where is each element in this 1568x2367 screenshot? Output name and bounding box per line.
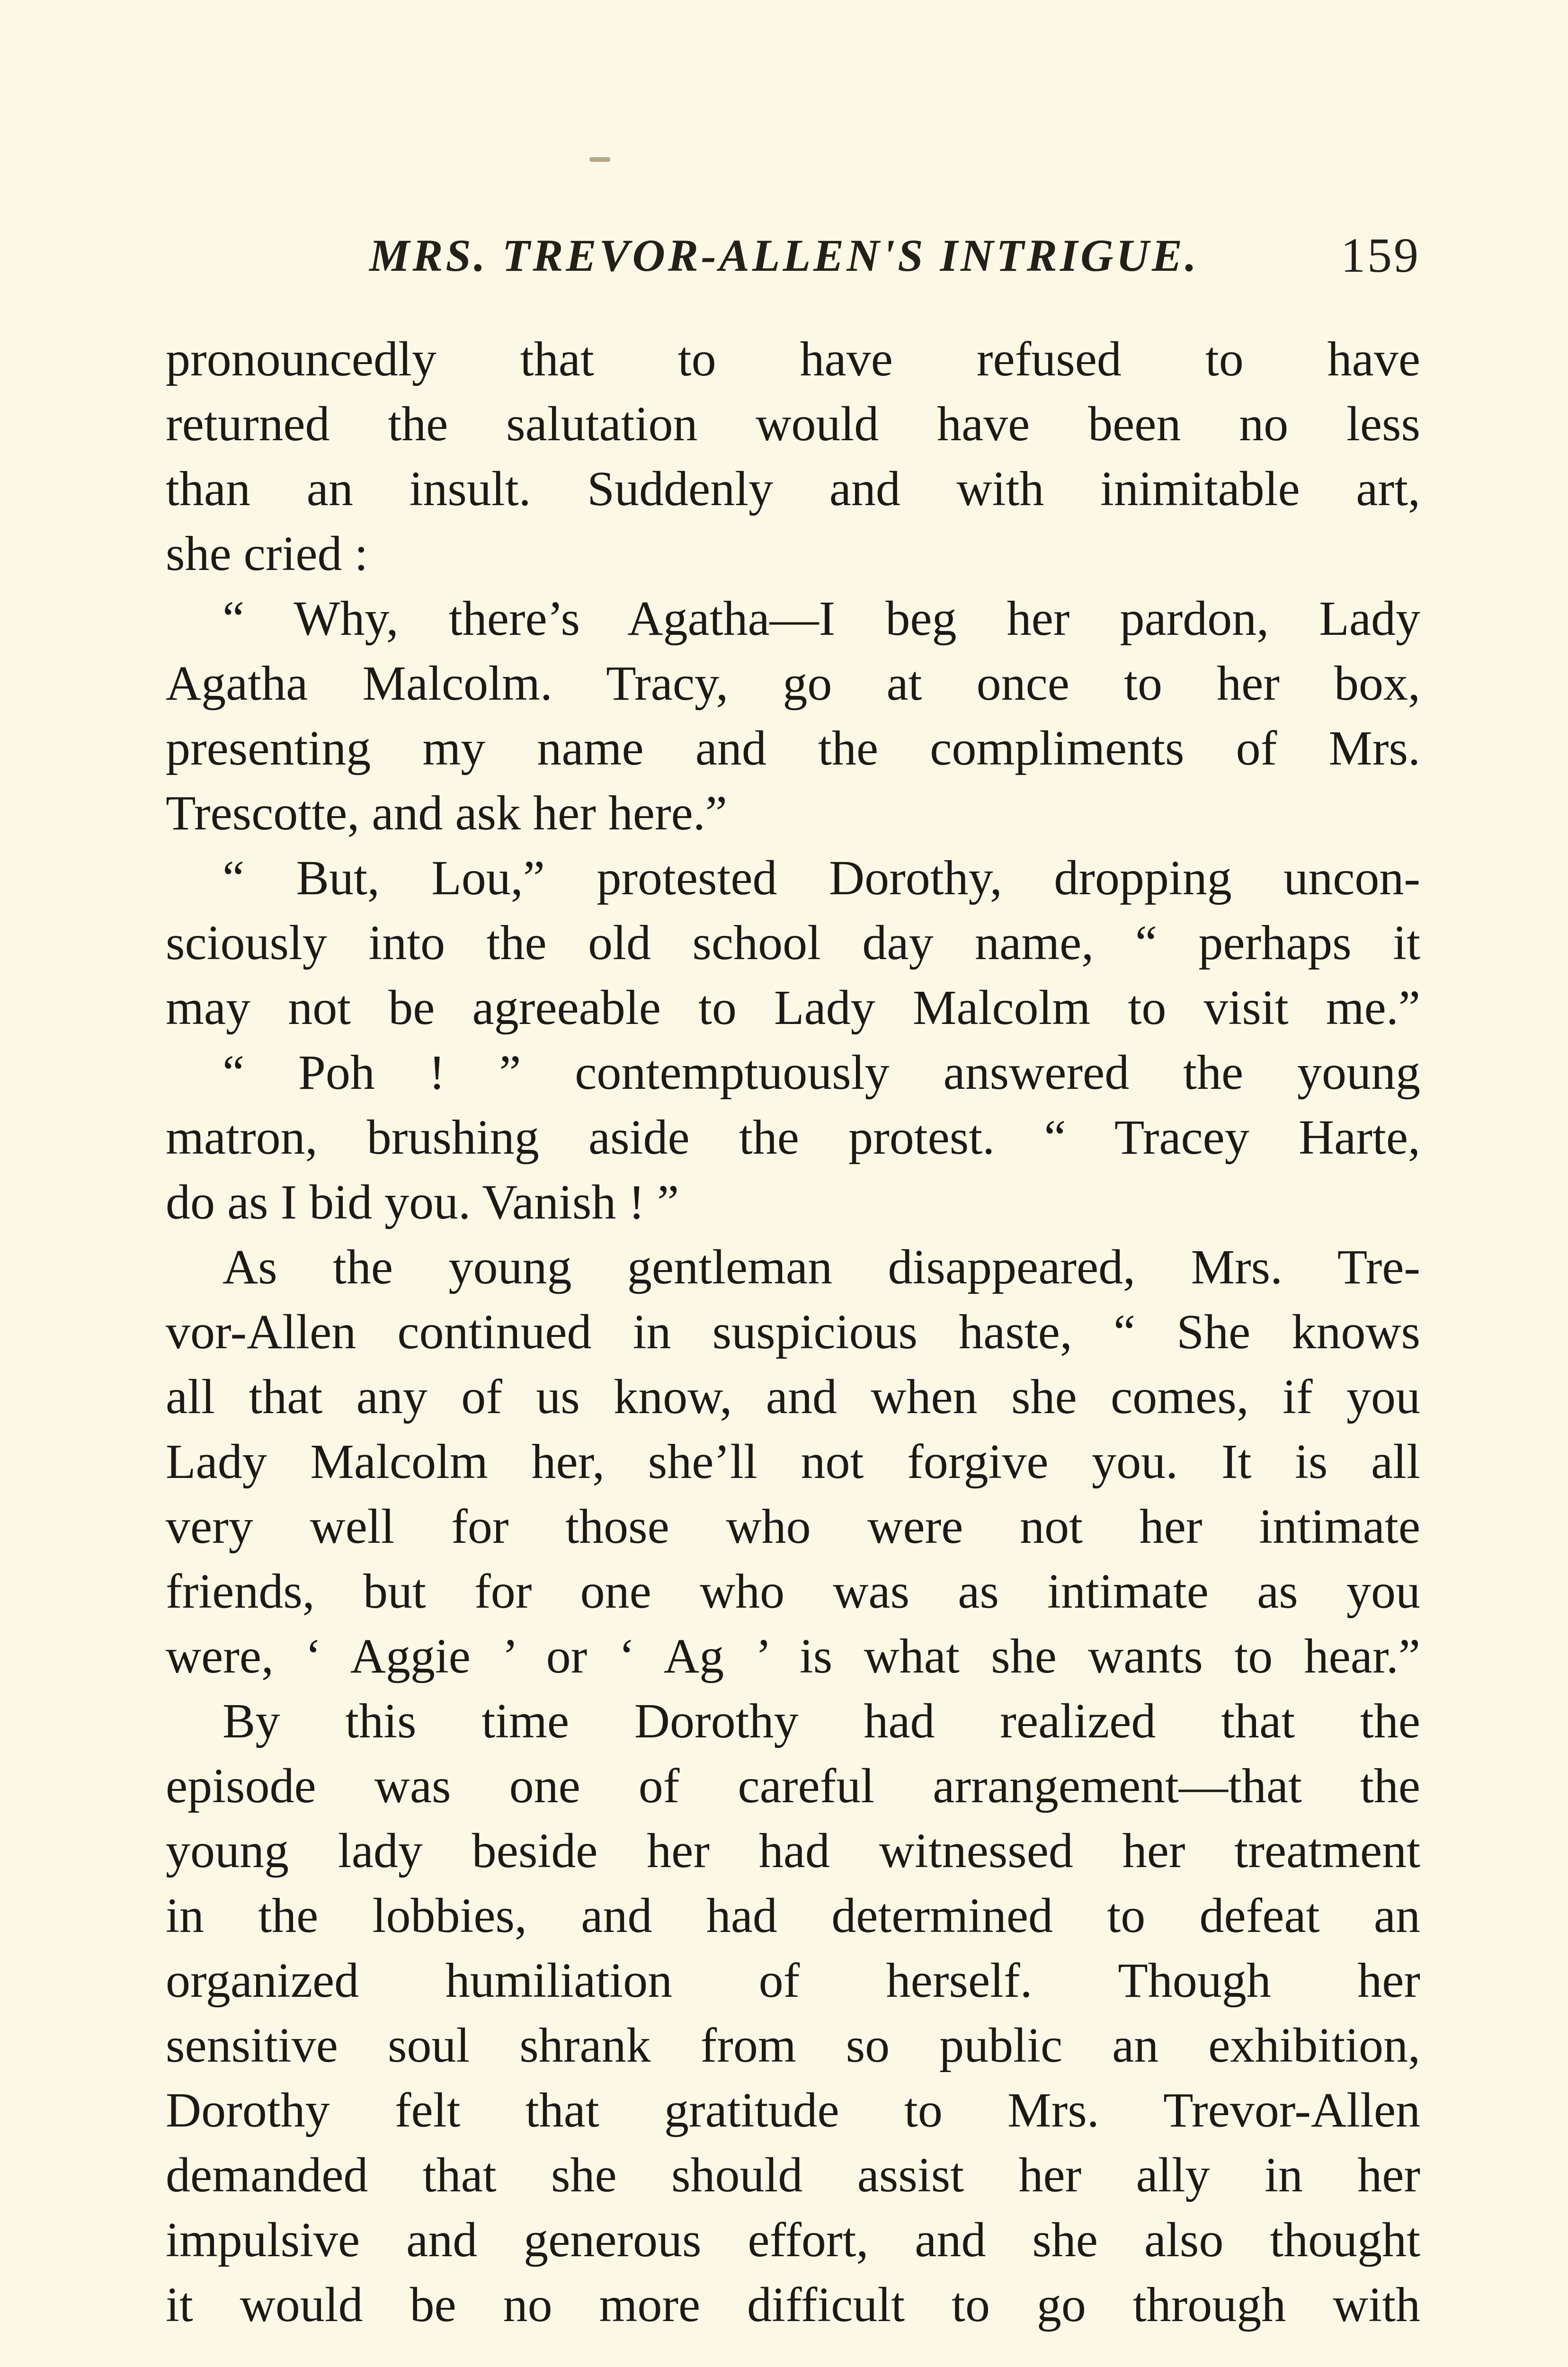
text-line: returned the salutation would have been no less — [166, 397, 1420, 451]
text-line: than an insult. Suddenly and with inimitable art, — [166, 462, 1420, 516]
text-line: pronouncedly that to have refused to have — [166, 332, 1420, 386]
printing-speck — [589, 157, 610, 162]
text-line: sensitive soul shrank from so public an exhibition, — [166, 2018, 1420, 2073]
text-line: matron, brushing aside the protest. “ Tracey Harte, — [166, 1110, 1420, 1165]
text-line: vor-Allen continued in suspicious haste, “ She knows — [166, 1305, 1420, 1359]
page-number: 159 — [1341, 228, 1420, 283]
text-line: Trescotte, and ask her here.” — [166, 786, 727, 840]
text-line: all that any of us know, and when she comes, if you — [166, 1370, 1420, 1424]
text-line: friends, but for one who was as intimate as you — [166, 1564, 1420, 1619]
text-line: young lady beside her had witnessed her treatment — [166, 1824, 1420, 1878]
body-text — [166, 327, 1420, 2337]
text-line: “ But, Lou,” protested Dorothy, dropping uncon- — [223, 851, 1420, 905]
text-line: Lady Malcolm her, she’ll not forgive you. It is all — [166, 1434, 1420, 1489]
text-line: were, ‘ Aggie ’ or ‘ Ag ’ is what she wants to hear.” — [166, 1629, 1420, 1683]
running-title: MRS. TREVOR-ALLEN'S INTRIGUE. — [369, 230, 1199, 281]
text-line: impulsive and generous effort, and she also thought — [166, 2213, 1420, 2267]
text-line: As the young gentleman disappeared, Mrs. Tre- — [223, 1240, 1420, 1294]
text-line: do as I bid you. Vanish ! ” — [166, 1175, 679, 1229]
text-line: episode was one of careful arrangement—that the — [166, 1759, 1420, 1813]
text-line: she cried : — [166, 526, 368, 581]
page-header — [166, 222, 1420, 289]
text-line: By this time Dorothy had realized that the — [223, 1694, 1420, 1748]
text-line: may not be agreeable to Lady Malcolm to visit me.” — [166, 980, 1420, 1035]
text-line: in the lobbies, and had determined to defeat an — [166, 1888, 1420, 1943]
text-line: sciously into the old school day name, “ perhaps it — [166, 916, 1420, 970]
text-line: demanded that she should assist her ally in her — [166, 2148, 1420, 2202]
text-line: “ Why, there’s Agatha—I beg her pardon, Lady — [223, 591, 1420, 646]
text-line: organized humiliation of herself. Though her — [166, 1953, 1420, 2008]
text-line: “ Poh ! ” contemptuously answered the young — [223, 1045, 1420, 1100]
text-line: Dorothy felt that gratitude to Mrs. Trevor-Allen — [166, 2083, 1420, 2137]
text-line: it would be no more difficult to go through with — [166, 2278, 1420, 2332]
text-line: Agatha Malcolm. Tracy, go at once to her box, — [166, 656, 1420, 711]
text-line: presenting my name and the compliments of Mrs. — [166, 721, 1420, 775]
text-line: very well for those who were not her intimate — [166, 1499, 1420, 1554]
